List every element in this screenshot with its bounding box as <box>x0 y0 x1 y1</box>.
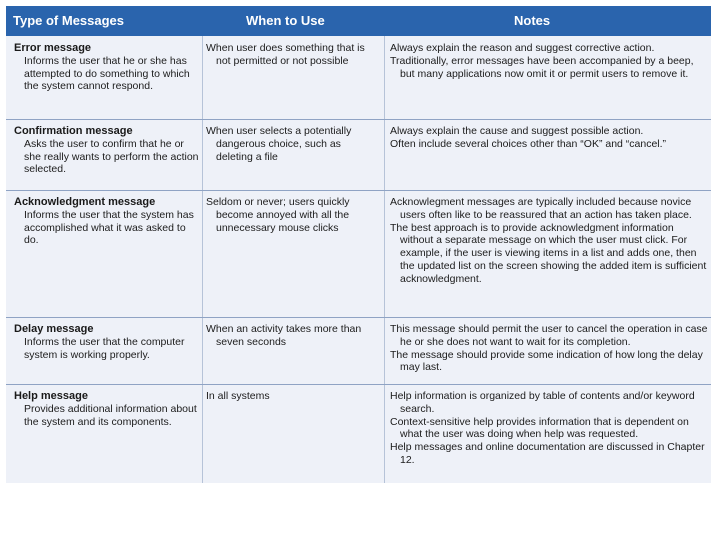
row-note: The message should provide some indication of how long the delay may last. <box>390 348 703 374</box>
row-description: Provides additional information about the system and its components. <box>24 402 197 428</box>
row-note: Context-sensitive help provides information that is dependent on what the user was doing when help was requested. <box>390 415 689 441</box>
table-header <box>6 6 711 36</box>
row-note: Help messages and online documentation are discussed in Chapter 12. <box>390 441 705 466</box>
row-type: Help message <box>14 390 88 402</box>
row-when: When an activity takes more than seven seconds <box>206 323 362 348</box>
row-note: This message should permit the user to cancel the operation in case he or she does not want to wait for its completion. <box>390 323 708 348</box>
row-note: Acknowlegment messages are typically included because novice users often like to be reassured that an action has taken place. <box>390 196 692 221</box>
row-note: Traditionally, error messages have been accompanied by a beep, but many applications now omit it or permit users to remove it. <box>390 54 694 80</box>
row-type: Confirmation message <box>14 125 133 137</box>
table-row-error <box>6 37 711 120</box>
table-row-acknowledgment <box>6 191 711 318</box>
row-when: In all systems <box>206 390 270 402</box>
row-description: Informs the user that the system has accomplished what it was asked to do. <box>24 208 194 247</box>
header-notes: Notes <box>514 13 551 28</box>
table-row-help <box>6 385 711 483</box>
table-row-delay <box>6 318 711 385</box>
row-note: Help information is organized by table of contents and/or keyword search. <box>390 390 695 415</box>
row-description: Asks the user to confirm that he or she really wants to perform the action selected. <box>24 137 199 176</box>
message-types-table <box>6 6 711 483</box>
row-type: Delay message <box>14 323 94 335</box>
row-type: Acknowledgment message <box>14 196 156 208</box>
row-note: The best approach is to provide acknowledgment information without a separate message on which the user must click. For example, if the user is viewing items in a list and adds one, then the updated list on the screen showing the added item is sufficient acknowledgment. <box>390 221 707 285</box>
row-when: When user selects a potentially dangerous choice, such as deleting a file <box>206 125 352 163</box>
row-when: Seldom or never; users quickly become annoyed with all the unnecessary mouse clicks <box>206 196 350 234</box>
row-description: Informs the user that the computer system is working properly. <box>24 335 185 361</box>
header-type-of-messages: Type of Messages <box>13 13 125 28</box>
row-when: When user does something that is not permitted or not possible <box>206 42 365 67</box>
row-description: Informs the user that he or she has attempted to do something to which the system cannot respond. <box>24 54 190 93</box>
header-when-to-use: When to Use <box>246 13 325 28</box>
row-note: Always explain the reason and suggest corrective action. <box>390 42 655 54</box>
table-row-confirmation <box>6 120 711 191</box>
row-type: Error message <box>14 42 92 54</box>
row-note: Always explain the cause and suggest possible action. <box>390 125 644 137</box>
row-note: Often include several choices other than “OK” and “cancel.” <box>390 137 667 150</box>
